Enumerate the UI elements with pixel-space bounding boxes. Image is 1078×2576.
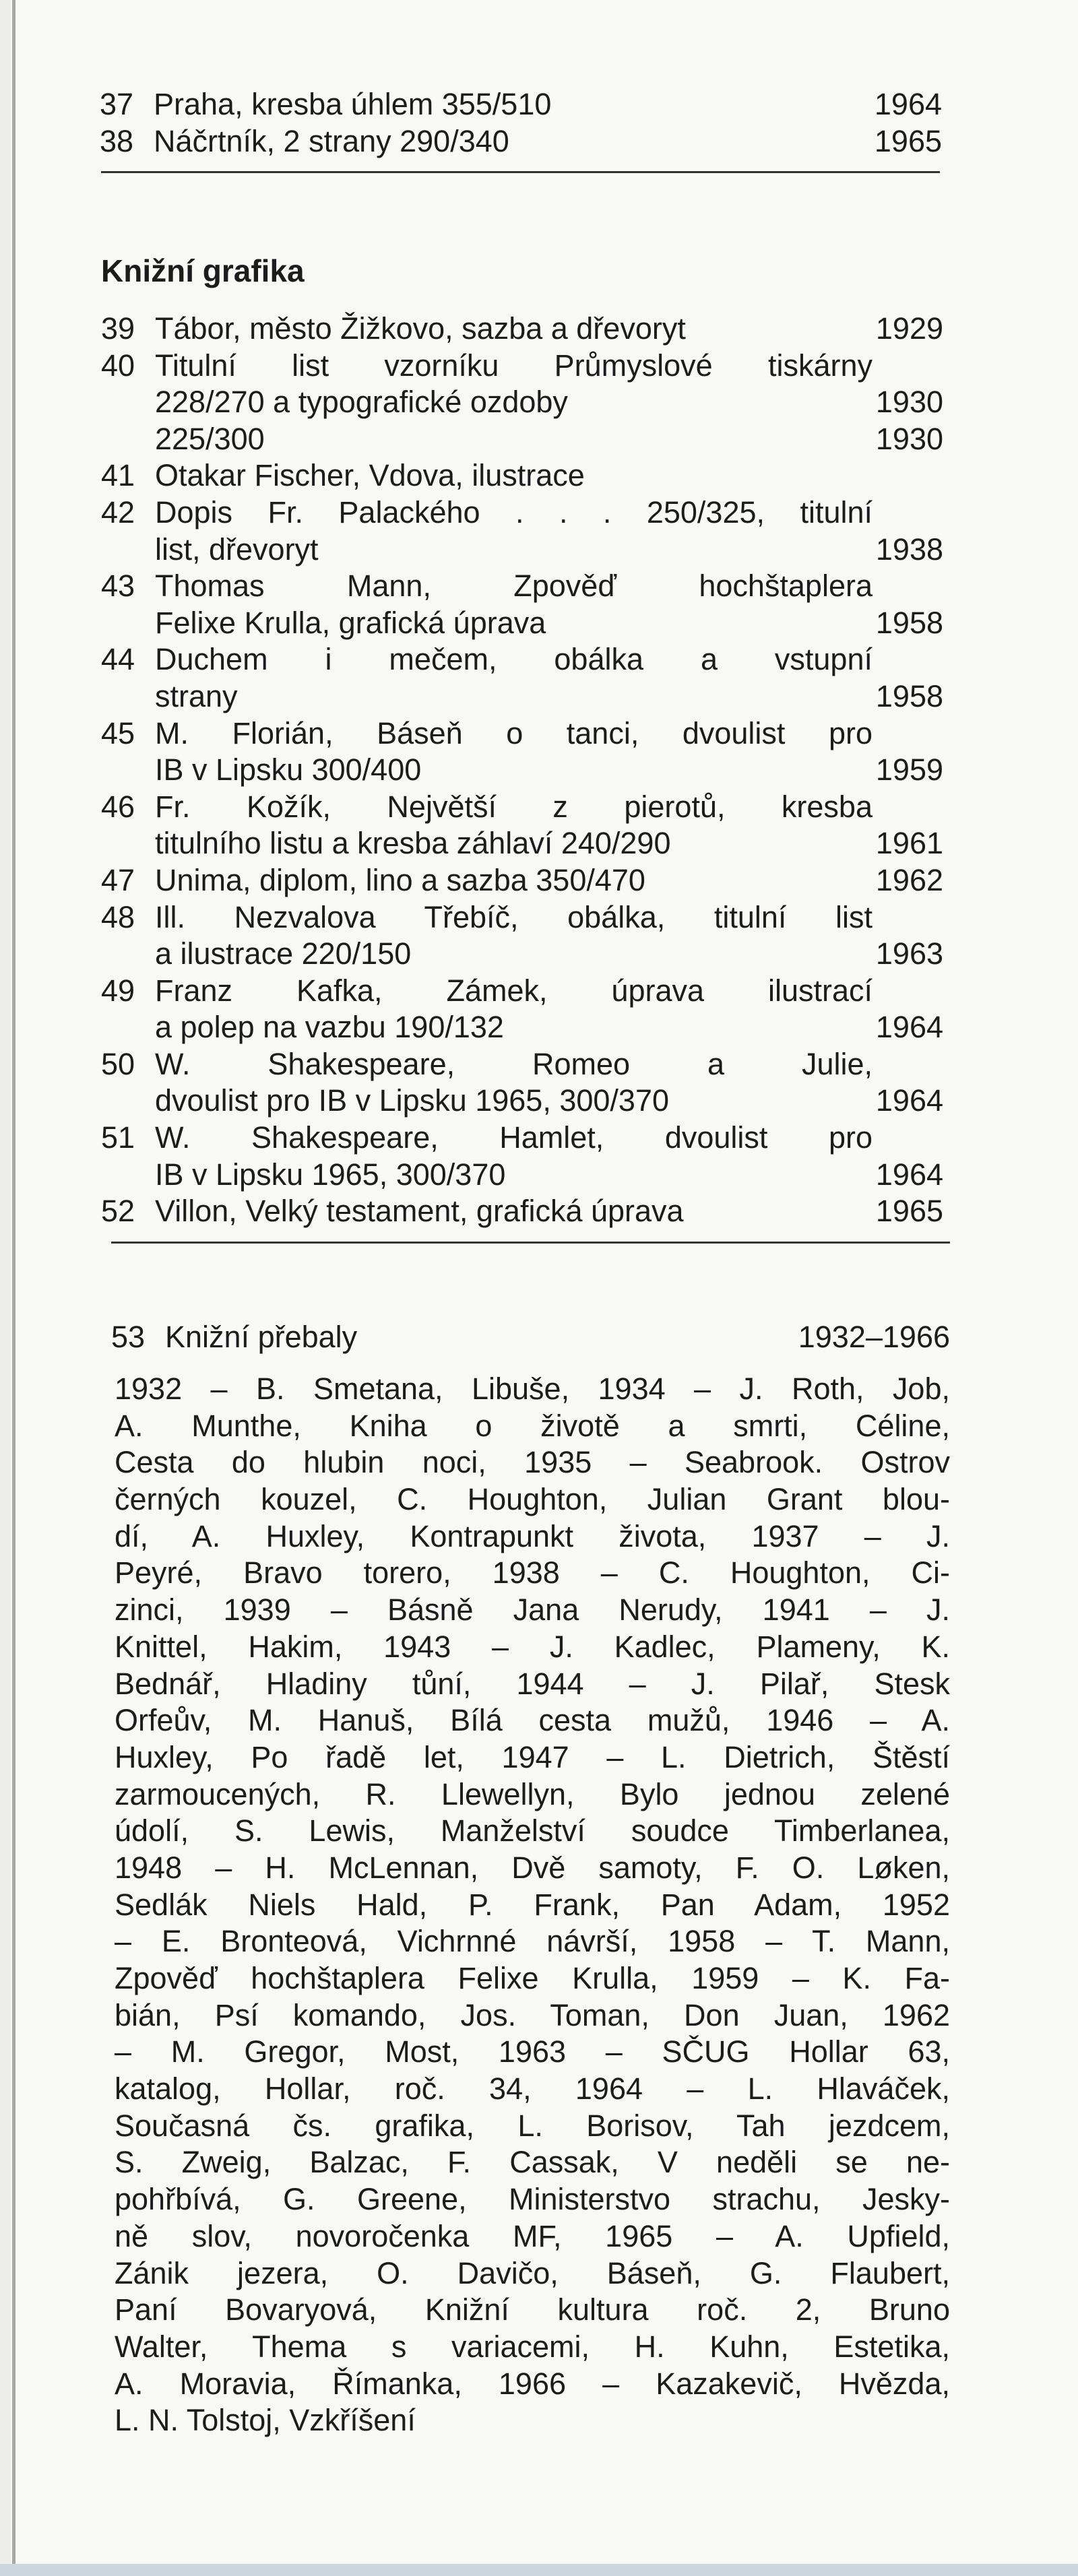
item-text: strany <box>155 678 238 713</box>
item-text: Thomas Mann, Zpověď hochštaplera <box>155 569 873 604</box>
catalog-item <box>101 568 943 641</box>
item-text: Felixe Krulla, grafická úprava <box>155 605 546 640</box>
item-line <box>101 421 943 458</box>
item-text: IB v Lipsku 1965, 300/370 <box>155 1157 506 1192</box>
item-years: 1932–1966 <box>798 1320 950 1354</box>
paragraph-line: Sedlák Niels Hald, P. Frank, Pan Adam, 1952 <box>115 1887 950 1922</box>
item-year: 1961 <box>875 826 943 861</box>
item-line <box>101 1120 943 1157</box>
item-text: Náčrtník, 2 strany 290/340 <box>154 123 509 158</box>
catalog-item <box>101 348 943 458</box>
item-text: a ilustrace 220/150 <box>155 936 412 971</box>
page-margin <box>0 0 11 2576</box>
paragraph-line: Paní Bovaryová, Knižní kultura roč. 2, Bruno <box>115 2292 950 2327</box>
item-number: 52 <box>101 1194 135 1229</box>
paragraph-line: katalog, Hollar, roč. 34, 1964 – L. Hlaváček, <box>115 2071 950 2106</box>
item-number: 41 <box>101 458 135 493</box>
item-year: 1930 <box>875 385 943 420</box>
paragraph-line: zarmoucených, R. Llewellyn, Bylo jednou zelené <box>115 1776 950 1811</box>
item-text: Franz Kafka, Zámek, úprava ilustrací <box>155 973 873 1008</box>
paragraph-line: dí, A. Huxley, Kontrapunkt života, 1937 – J. <box>115 1518 950 1553</box>
item-year: 1962 <box>875 862 943 897</box>
item-line <box>101 384 943 421</box>
catalog-item <box>101 457 943 494</box>
catalog-item-53 <box>111 1319 950 1356</box>
catalog-list-book-graphics <box>101 311 943 1230</box>
paragraph-line: Bednář, Hladiny tůní, 1944 – J. Pilař, Stesk <box>115 1666 950 1701</box>
item-text: Praha, kresba úhlem 355/510 <box>154 87 552 121</box>
paragraph-line: ně slov, novoročenka MF, 1965 – A. Upfield, <box>115 2218 950 2253</box>
item-text: a polep na vazbu 190/132 <box>155 1010 504 1045</box>
item-line <box>101 789 943 826</box>
paragraph-line: Huxley, Po řadě let, 1947 – L. Dietrich, Štěstí <box>115 1739 950 1774</box>
paragraph-line: zinci, 1939 – Básně Jana Nerudy, 1941 – J. <box>115 1592 950 1628</box>
item-number: 38 <box>100 123 134 158</box>
catalog-item <box>101 494 943 568</box>
item-text: Fr. Kožík, Největší z pierotů, kresba <box>155 789 873 824</box>
item-text: W. Shakespeare, Hamlet, dvoulist pro <box>155 1120 873 1155</box>
item-line <box>101 1046 943 1083</box>
item-text: Villon, Velký testament, grafická úprava <box>155 1194 684 1229</box>
paragraph-line: 1932 – B. Smetana, Libuše, 1934 – J. Roth, Job, <box>115 1372 950 1406</box>
divider <box>111 1242 950 1244</box>
item-number: 37 <box>100 87 134 121</box>
catalog-item <box>101 862 943 899</box>
item-line <box>101 1193 943 1230</box>
item-line <box>101 348 943 385</box>
paragraph-line: Cesta do hlubin noci, 1935 – Seabrook. Ostrov <box>115 1445 950 1480</box>
item-year: 1964 <box>875 1010 943 1045</box>
catalog-item <box>101 789 943 862</box>
item-line <box>101 311 943 348</box>
item-text: Unima, diplom, lino a sazba 350/470 <box>155 862 645 897</box>
item-title: Knižní přebaly <box>165 1320 358 1354</box>
item-line <box>101 862 943 899</box>
item-year: 1964 <box>875 1083 943 1118</box>
item-text: Duchem i mečem, obálka a vstupní <box>155 642 873 677</box>
item-text: Otakar Fischer, Vdova, ilustrace <box>155 458 585 493</box>
item-number: 47 <box>101 862 135 897</box>
item-year: 1964 <box>875 1157 943 1192</box>
paragraph-line: Zánik jezera, O. Davičo, Báseň, G. Flaubert, <box>115 2255 950 2290</box>
item-number: 44 <box>101 642 135 677</box>
catalog-item <box>100 86 942 123</box>
catalog-item <box>101 715 943 789</box>
paragraph-line: Walter, Thema s variacemi, H. Kuhn, Estetika, <box>115 2329 950 2364</box>
item-line <box>101 752 943 789</box>
section-heading: Knižní grafika <box>101 253 305 288</box>
item-line <box>101 457 943 494</box>
item-number: 45 <box>101 715 135 750</box>
item-year: 1964 <box>874 87 942 121</box>
scan-bottom-edge <box>0 2564 1078 2576</box>
item-year: 1930 <box>875 421 943 456</box>
item-year: 1965 <box>874 123 942 158</box>
item-text: W. Shakespeare, Romeo a Julie, <box>155 1046 873 1081</box>
item-line <box>101 678 943 715</box>
divider <box>101 171 940 173</box>
paragraph-line: A. Moravia, Římanka, 1966 – Kazakevič, Hvězda, <box>115 2366 950 2401</box>
item-text: Tábor, město Žižkovo, sazba a dřevoryt <box>155 311 686 346</box>
paragraph-line: L. N. Tolstoj, Vzkříšení <box>115 2403 416 2438</box>
paragraph-line: pohřbívá, G. Greene, Ministerstvo strachu, Jesky- <box>115 2182 950 2217</box>
paragraph-line: Peyré, Bravo torero, 1938 – C. Houghton, Ci- <box>115 1555 950 1590</box>
item-text: 228/270 a typografické ozdoby <box>155 385 568 420</box>
paragraph-line: S. Zweig, Balzac, F. Cassak, V neděli se ne- <box>115 2145 950 2180</box>
item-text: Titulní list vzorníku Průmyslové tiskárny <box>155 348 873 383</box>
item-number: 50 <box>101 1046 135 1081</box>
page-edge-shadow <box>12 0 15 2576</box>
item-line <box>101 899 943 936</box>
paragraph-line: černých kouzel, C. Houghton, Julian Grant blou- <box>115 1482 950 1517</box>
paragraph-line: Knittel, Hakim, 1943 – J. Kadlec, Plameny, K. <box>115 1629 950 1664</box>
item-year: 1963 <box>875 936 943 971</box>
item-line <box>101 1157 943 1194</box>
item-number: 46 <box>101 789 135 824</box>
item-line <box>101 568 943 605</box>
item-text: Dopis Fr. Palackého . . . 250/325, titulní <box>155 494 873 529</box>
item-line <box>100 86 942 123</box>
paragraph-line: – M. Gregor, Most, 1963 – SČUG Hollar 63, <box>115 2034 950 2069</box>
catalog-item <box>101 973 943 1046</box>
catalog-item <box>100 123 942 160</box>
item-line <box>101 715 943 752</box>
item-text: M. Florián, Báseň o tanci, dvoulist pro <box>155 715 873 750</box>
paragraph-line: bián, Psí komando, Jos. Toman, Don Juan, 1962 <box>115 1997 950 2032</box>
item-number: 49 <box>101 973 135 1008</box>
item-number: 43 <box>101 569 135 604</box>
item-year: 1929 <box>875 311 943 346</box>
catalog-item <box>101 1046 943 1120</box>
catalog-item <box>101 641 943 715</box>
item-number: 42 <box>101 494 135 529</box>
item-number: 39 <box>101 311 135 346</box>
item-line <box>101 1009 943 1046</box>
item-year: 1965 <box>875 1194 943 1229</box>
item-line <box>101 494 943 532</box>
book-covers-paragraph <box>115 1371 950 2439</box>
item-line <box>101 1083 943 1120</box>
item-number: 51 <box>101 1120 135 1155</box>
item-number: 40 <box>101 348 135 383</box>
item-year: 1958 <box>875 605 943 640</box>
item-text: IB v Lipsku 300/400 <box>155 752 422 787</box>
item-line <box>101 936 943 973</box>
item-text: titulního listu a kresba záhlaví 240/290 <box>155 826 671 861</box>
catalog-item <box>101 899 943 973</box>
item-year: 1958 <box>875 678 943 713</box>
item-text: Ill. Nezvalova Třebíč, obálka, titulní list <box>155 899 873 934</box>
paragraph-line: údolí, S. Lewis, Manželství soudce Timberlanea, <box>115 1813 950 1848</box>
item-year: 1959 <box>875 752 943 787</box>
item-text: dvoulist pro IB v Lipsku 1965, 300/370 <box>155 1083 670 1118</box>
paragraph-line: Orfeův, M. Hanuš, Bílá cesta mužů, 1946 – A. <box>115 1703 950 1738</box>
item-line <box>101 825 943 862</box>
paragraph-line: – E. Bronteová, Vichrnné návrší, 1958 – T. Mann, <box>115 1924 950 1959</box>
item-line <box>100 123 942 160</box>
item-text: 225/300 <box>155 421 265 456</box>
paragraph-line: 1948 – H. McLennan, Dvě samoty, F. O. Løken, <box>115 1850 950 1885</box>
paragraph-line: Zpověď hochštaplera Felixe Krulla, 1959 – K. Fa- <box>115 1961 950 1995</box>
item-number: 48 <box>101 899 135 934</box>
item-line <box>101 973 943 1010</box>
paragraph-line: Současná čs. grafika, L. Borisov, Tah jezdcem, <box>115 2108 950 2143</box>
item-text: list, dřevoryt <box>155 532 319 567</box>
paragraph-line: A. Munthe, Kniha o životě a smrti, Céline, <box>115 1408 950 1443</box>
catalog-item <box>101 1193 943 1230</box>
catalog-list-top <box>100 86 942 160</box>
catalog-item <box>101 1120 943 1193</box>
item-line <box>101 641 943 678</box>
item-number: 53 <box>111 1320 146 1354</box>
catalog-item <box>101 311 943 348</box>
item-year: 1938 <box>875 532 943 567</box>
item-line <box>101 605 943 642</box>
item-line <box>101 532 943 569</box>
